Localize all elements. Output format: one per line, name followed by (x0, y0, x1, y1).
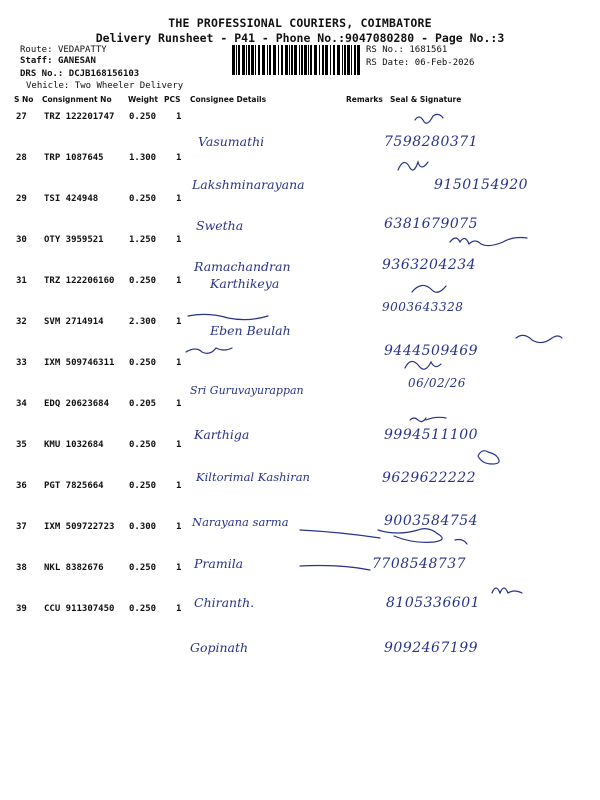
row-weight: 0.300 (129, 522, 157, 532)
route-value: VEDAPATTY (57, 45, 107, 55)
row-consignment: KMU 1032684 (44, 440, 104, 450)
row-consignee-name: Karthikeya (210, 276, 280, 291)
row-phone: 6381679075 (384, 216, 479, 232)
rs-no-label: RS No.: (366, 45, 404, 55)
staff-label: Staff: (20, 56, 53, 66)
row-pcs: 1 (176, 440, 182, 450)
row-consignment: IXM 509722723 (44, 522, 115, 532)
drs-value: DCJB168156103 (68, 69, 140, 79)
vehicle-value: Two Wheeler Delivery (74, 81, 184, 91)
signature-mark (398, 162, 428, 170)
row-sno: 27 (16, 112, 27, 122)
row-phone: 7598280371 (384, 134, 479, 150)
col-seal: Seal & Signature (390, 95, 462, 104)
row-consignment: EDQ 20623684 (44, 399, 110, 409)
row-consignment: TRP 1087645 (44, 153, 104, 163)
row-consignee-name: Vasumathi (198, 134, 265, 149)
row-phone: 9363204234 (382, 257, 477, 273)
row-sno: 36 (16, 481, 27, 491)
row-consignee-name: Kiltorimal Kashiran (196, 470, 310, 484)
runsheet-subtitle: Delivery Runsheet - P41 - Phone No.:9047080280 - Page No.:3 (95, 31, 505, 45)
row-weight: 0.250 (129, 194, 157, 204)
signature-mark (415, 114, 443, 123)
row-consignment: OTY 3959521 (44, 235, 104, 245)
row-consignee-name: Narayana sarma (192, 515, 289, 529)
col-pcs: PCS (164, 95, 181, 104)
row-sno: 35 (16, 440, 27, 450)
signature-mark (516, 335, 562, 342)
signature-mark (378, 529, 467, 544)
rs-date-label: RS Date: (366, 58, 410, 68)
row-pcs: 1 (176, 153, 182, 163)
row-sno: 29 (16, 194, 27, 204)
row-sno: 37 (16, 522, 27, 532)
row-pcs: 1 (176, 563, 182, 573)
col-sno: S No (14, 95, 34, 104)
row-weight: 0.250 (129, 440, 157, 450)
row-pcs: 1 (176, 481, 182, 491)
signature-mark (410, 417, 446, 421)
signature-mark (405, 361, 441, 369)
row-phone: 7708548737 (372, 556, 467, 572)
rs-no-value: 1681561 (409, 45, 448, 55)
row-weight: 1.300 (129, 153, 157, 163)
row-weight: 0.250 (129, 276, 157, 286)
row-pcs: 1 (176, 358, 182, 368)
row-weight: 0.250 (129, 112, 157, 122)
row-pcs: 1 (176, 194, 182, 204)
row-pcs: 1 (176, 317, 182, 327)
row-consignee-name: Eben Beulah (210, 323, 291, 338)
signature-mark (492, 588, 522, 593)
row-pcs: 1 (176, 276, 182, 286)
signature-mark (186, 314, 268, 353)
row-pcs: 1 (176, 604, 182, 614)
row-weight: 0.250 (129, 481, 157, 491)
row-sno: 30 (16, 235, 27, 245)
row-weight: 0.250 (129, 358, 157, 368)
row-sno: 28 (16, 153, 27, 163)
row-phone: 9092467199 (384, 640, 479, 656)
row-weight: 1.250 (129, 235, 157, 245)
row-consignment: IXM 509746311 (44, 358, 115, 368)
row-sno: 33 (16, 358, 27, 368)
row-weight: 2.300 (129, 317, 157, 327)
staff-value: GANESAN (57, 56, 96, 66)
row-phone: 8105336601 (386, 595, 481, 611)
row-consignment: TRZ 122201747 (44, 112, 115, 122)
row-phone: 9994511100 (384, 427, 479, 443)
col-consignee: Consignee Details (190, 95, 267, 104)
row-phone: 9003643328 (382, 300, 464, 314)
row-pcs: 1 (176, 522, 182, 532)
row-consignee-name: Swetha (196, 218, 244, 233)
row-phone: 9629622222 (382, 470, 477, 486)
row-consignment: CCU 911307450 (44, 604, 115, 614)
row-consignee-name: Gopinath (190, 640, 249, 655)
drs-label: DRS No.: (20, 69, 64, 79)
row-pcs: 1 (176, 235, 182, 245)
row-consignment: TSI 424948 (44, 194, 99, 204)
row-weight: 0.205 (129, 399, 157, 409)
row-consignee-name: Chiranth. (194, 595, 255, 610)
row-date-note: 06/02/26 (408, 376, 466, 390)
row-pcs: 1 (176, 399, 182, 409)
row-sno: 31 (16, 276, 27, 286)
row-consignee-name: Lakshminarayana (192, 177, 305, 192)
row-consignee-name: Ramachandran (194, 259, 291, 274)
signature-mark (478, 451, 499, 464)
row-phone: 9003584754 (384, 513, 479, 529)
runsheet-title: THE PROFESSIONAL COURIERS, COIMBATORE (168, 16, 432, 30)
row-consignment: SVM 2714914 (44, 317, 104, 327)
vehicle-label: Vehicle: (26, 81, 70, 91)
signature-mark (412, 285, 446, 292)
row-weight: 0.250 (129, 563, 157, 573)
row-consignee-name: Pramila (194, 556, 244, 571)
row-consignee-name: Karthiga (194, 427, 250, 442)
row-sno: 38 (16, 563, 27, 573)
signature-mark (450, 238, 527, 246)
row-consignment: NKL 8382676 (44, 563, 104, 573)
row-phone: 9444509469 (384, 343, 479, 359)
row-sno: 32 (16, 317, 27, 327)
rs-date-value: 06-Feb-2026 (414, 58, 475, 68)
col-consignment: Consignment No (42, 95, 112, 104)
row-pcs: 1 (176, 112, 182, 122)
row-phone: 9150154920 (434, 177, 529, 193)
row-sno: 39 (16, 604, 27, 614)
row-sno: 34 (16, 399, 27, 409)
row-consignee-name: Sri Guruvayurappan (190, 384, 304, 397)
row-weight: 0.250 (129, 604, 157, 614)
col-remarks: Remarks (346, 95, 383, 104)
route-label: Route: (20, 45, 53, 55)
signature-mark (300, 530, 380, 570)
row-consignment: TRZ 122206160 (44, 276, 115, 286)
row-consignment: PGT 7825664 (44, 481, 104, 491)
col-weight: Weight (128, 95, 158, 104)
